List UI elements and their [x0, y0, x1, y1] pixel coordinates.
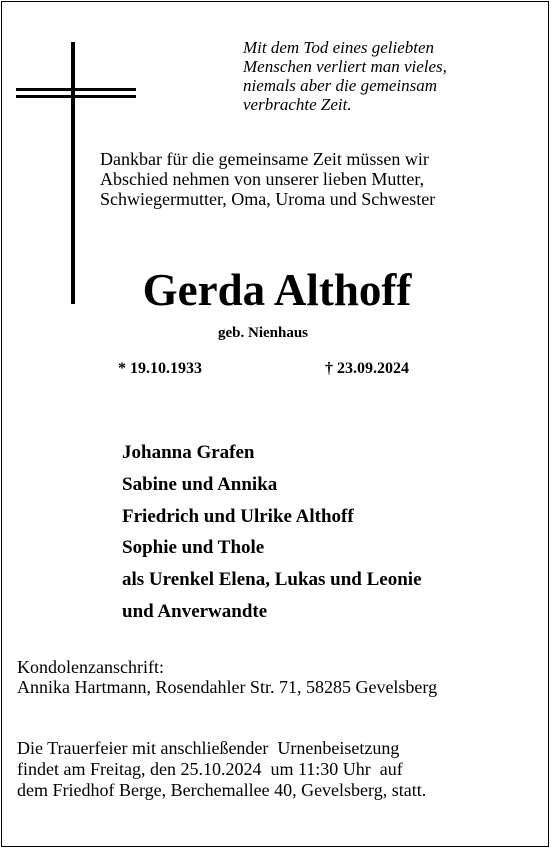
- death-date: † 23.09.2024: [325, 360, 409, 377]
- intro-text: [100, 149, 540, 209]
- deceased-name: Gerda Althoff: [142, 265, 412, 315]
- cross-horizontal-bar-upper: [16, 88, 136, 91]
- mourner-item: Sabine und Annika: [122, 473, 278, 495]
- funeral-service-info: [17, 738, 426, 801]
- intro-line: Dankbar für die gemeinsame Zeit müssen wir: [100, 149, 429, 169]
- poem-quote: [243, 38, 543, 114]
- notice-frame: [1, 1, 549, 847]
- mourners-list: [122, 437, 422, 628]
- service-line: findet am Freitag, den 25.10.2024 um 11:30 Uhr auf: [17, 759, 403, 779]
- mourner-item: als Urenkel Elena, Lukas und Leonie: [122, 569, 422, 591]
- poem-line: Menschen verliert man vieles,: [243, 57, 447, 76]
- intro-line: Abschied nehmen von unserer lieben Mutter,: [100, 169, 425, 189]
- birth-date: * 19.10.1933: [118, 360, 202, 377]
- intro-line: Schwiegermutter, Oma, Uroma und Schwester: [100, 189, 436, 209]
- mourner-item: Johanna Grafen: [122, 442, 255, 463]
- service-line: dem Friedhof Berge, Berchemallee 40, Gevelsberg, statt.: [17, 780, 427, 800]
- condolence-address: Annika Hartmann, Rosendahler Str. 71, 58285 Gevelsberg: [17, 677, 438, 697]
- condolence-label: Kondolenzanschrift:: [17, 657, 164, 677]
- poem-line: niemals aber die gemeinsam: [243, 76, 438, 95]
- service-line: Die Trauerfeier mit anschließender Urnenbeisetzung: [17, 738, 400, 758]
- maiden-name: geb. Nienhaus: [218, 325, 309, 341]
- poem-line: verbrachte Zeit.: [243, 95, 352, 114]
- mourner-item: und Anverwandte: [122, 600, 268, 622]
- mourner-item: Friedrich und Ulrike Althoff: [122, 505, 354, 527]
- mourner-item: Sophie und Thole: [122, 537, 265, 559]
- cross-horizontal-bar-lower: [16, 95, 136, 98]
- poem-line: Mit dem Tod eines geliebten: [243, 38, 435, 57]
- condolence-address-block: [17, 657, 437, 697]
